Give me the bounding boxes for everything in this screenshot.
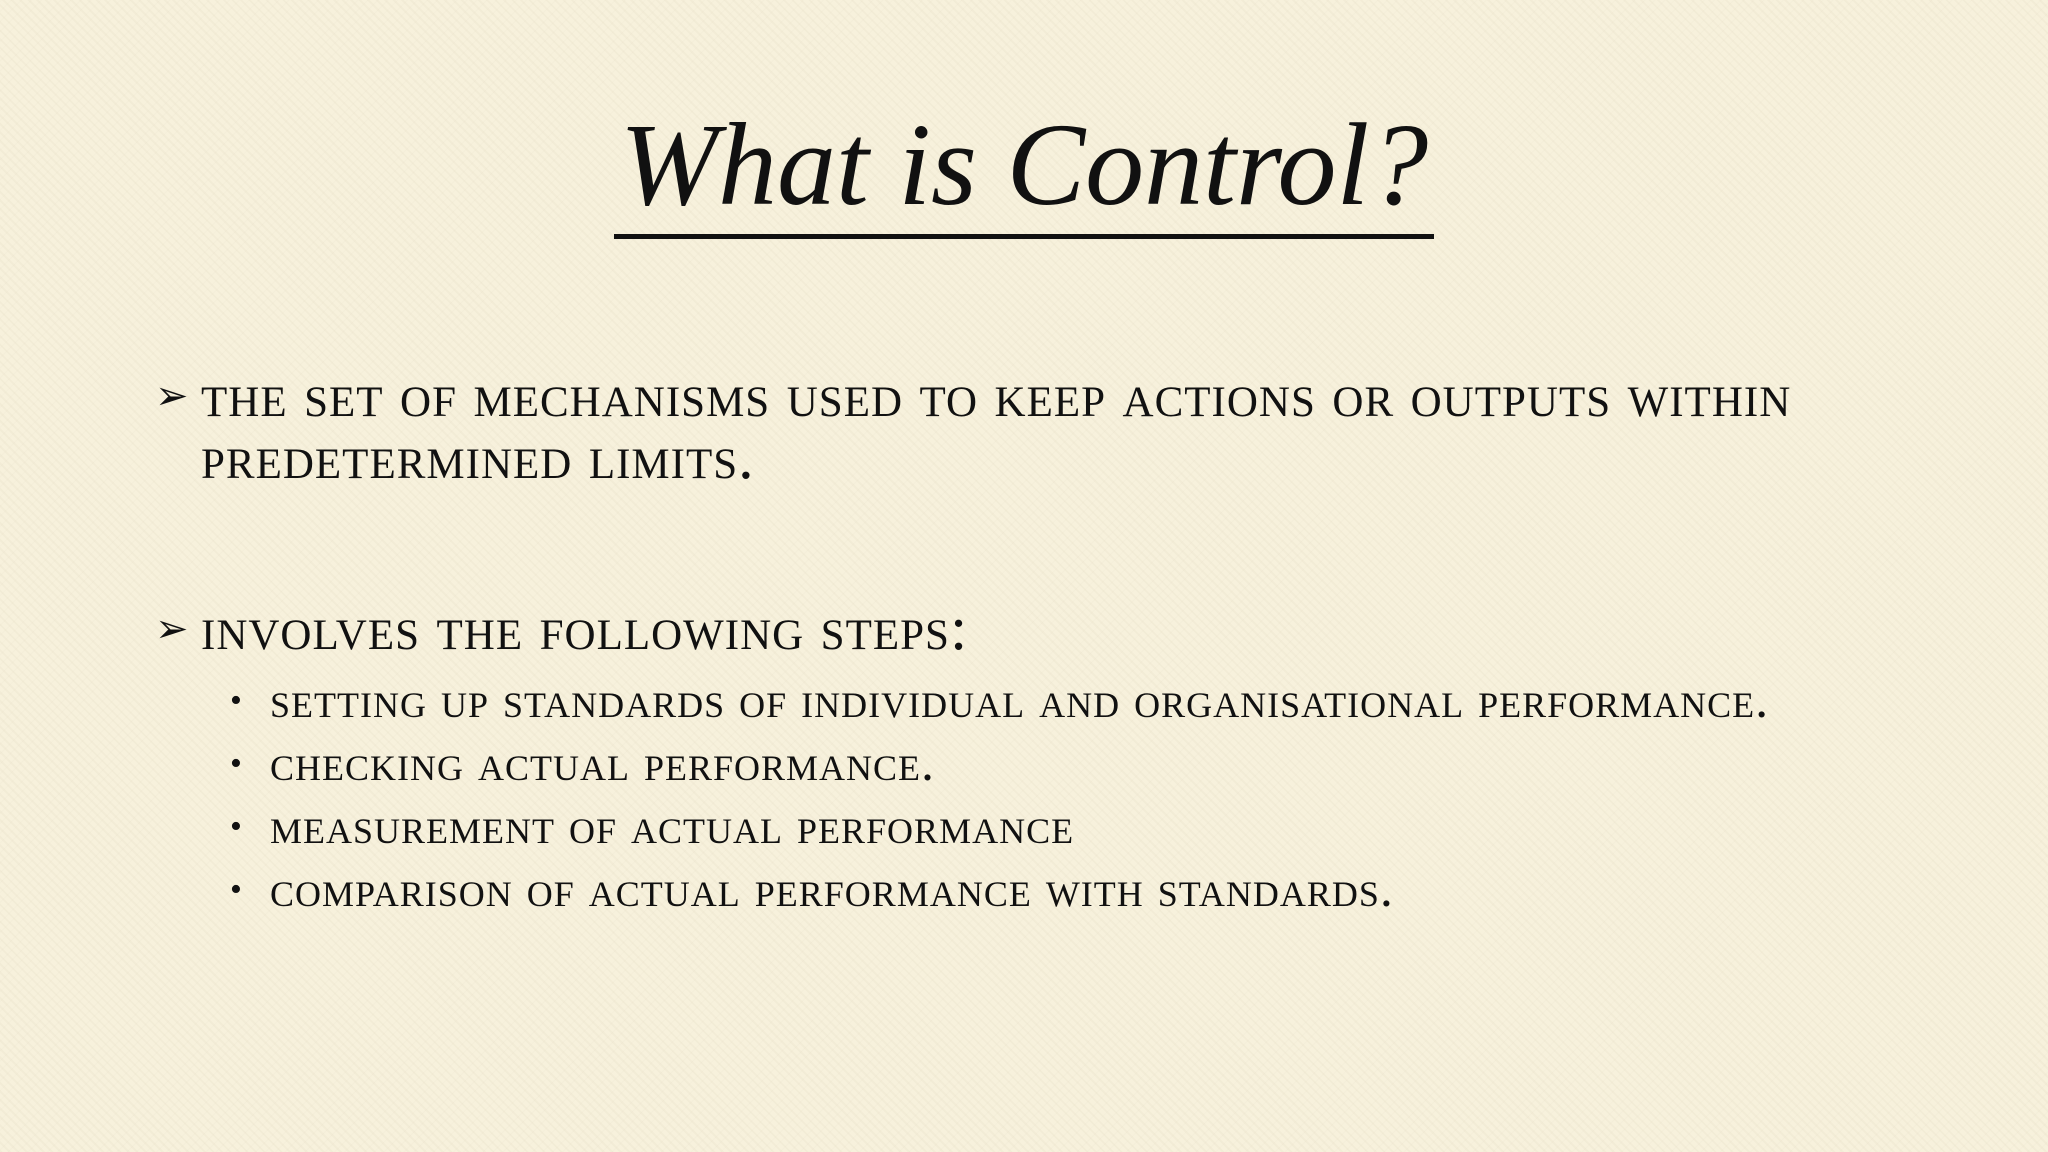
sub-bullet-text: measurement of actual performance	[270, 798, 1075, 855]
dot-bullet-icon: •	[230, 808, 243, 845]
arrow-bullet-icon: ➢	[155, 606, 190, 651]
bullet-item	[155, 362, 1955, 492]
slide-title-text: What is Control?	[614, 100, 1435, 239]
slide-title	[0, 100, 2048, 239]
sub-bullet-text: setting up standards of individual and organisational performance.	[270, 672, 1770, 729]
sub-bullet-list	[230, 673, 1910, 925]
sub-bullet-text: comparison of actual performance with standards.	[270, 861, 1394, 918]
dot-bullet-icon: •	[230, 871, 243, 908]
sub-bullet-item	[230, 736, 1910, 792]
sub-bullet-item	[230, 799, 1910, 855]
sub-bullet-text: checking actual performance.	[270, 735, 936, 792]
sub-bullet-item	[230, 673, 1910, 729]
dot-bullet-icon: •	[230, 745, 243, 782]
bullet-text: involves the following steps:	[201, 595, 969, 663]
arrow-bullet-icon: ➢	[155, 373, 190, 418]
bullet-text: the set of mechanisms used to keep actions or outputs within predetermined limits.	[201, 362, 1792, 492]
bullet-item	[155, 595, 1955, 663]
sub-bullet-item	[230, 862, 1910, 918]
dot-bullet-icon: •	[230, 682, 243, 719]
